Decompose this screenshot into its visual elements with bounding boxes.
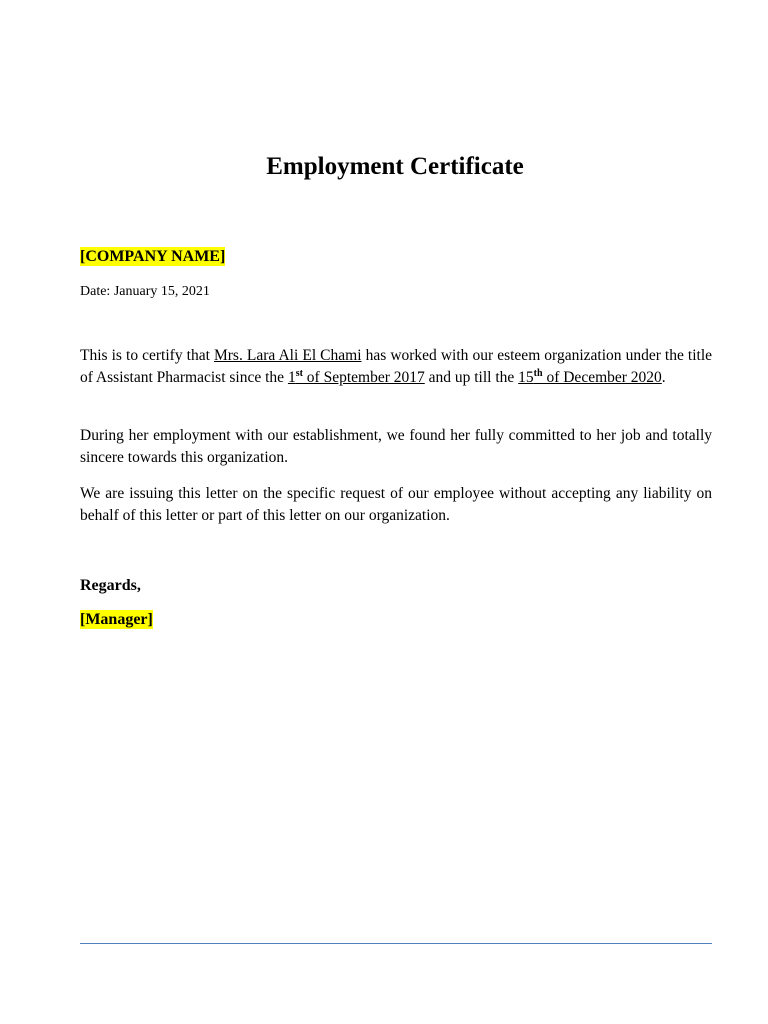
end-date	[518, 369, 662, 386]
company-name-placeholder: [COMPANY NAME]	[80, 248, 226, 265]
end-day-suffix: th	[533, 368, 543, 379]
manager-placeholder: [Manager]	[80, 611, 153, 628]
end-month-year: of December 2020	[542, 369, 662, 386]
commitment-paragraph: During her employment with our establishment, we found her fully committed to her job and totally sincere towards this organization.	[80, 427, 712, 466]
liability-paragraph: We are issuing this letter on the specific request of our employee without accepting any liability on behalf of this letter or part of this letter on our organization.	[80, 485, 712, 524]
start-day: 1	[287, 369, 296, 386]
company-name-line	[80, 247, 225, 267]
certification-paragraph	[80, 345, 712, 389]
paragraph-text: .	[661, 369, 666, 386]
regards-line: Regards,	[80, 577, 141, 594]
paragraph-text: and up till the	[424, 369, 519, 386]
date-line: Date: January 15, 2021	[80, 284, 210, 299]
employee-name: Mrs. Lara Ali El Chami	[213, 347, 362, 364]
footer-divider	[80, 943, 712, 944]
manager-line	[80, 610, 153, 630]
paragraph-text: This is to certify that	[80, 347, 214, 364]
start-date	[288, 369, 425, 386]
start-day-suffix: st	[295, 368, 303, 379]
end-day: 15	[518, 369, 534, 386]
certificate-title: Employment Certificate	[266, 153, 524, 180]
paragraph-text: has worked with our esteem organization under the title of Assistant Pharmacist since the	[80, 347, 713, 386]
start-month-year: of September 2017	[302, 369, 425, 386]
